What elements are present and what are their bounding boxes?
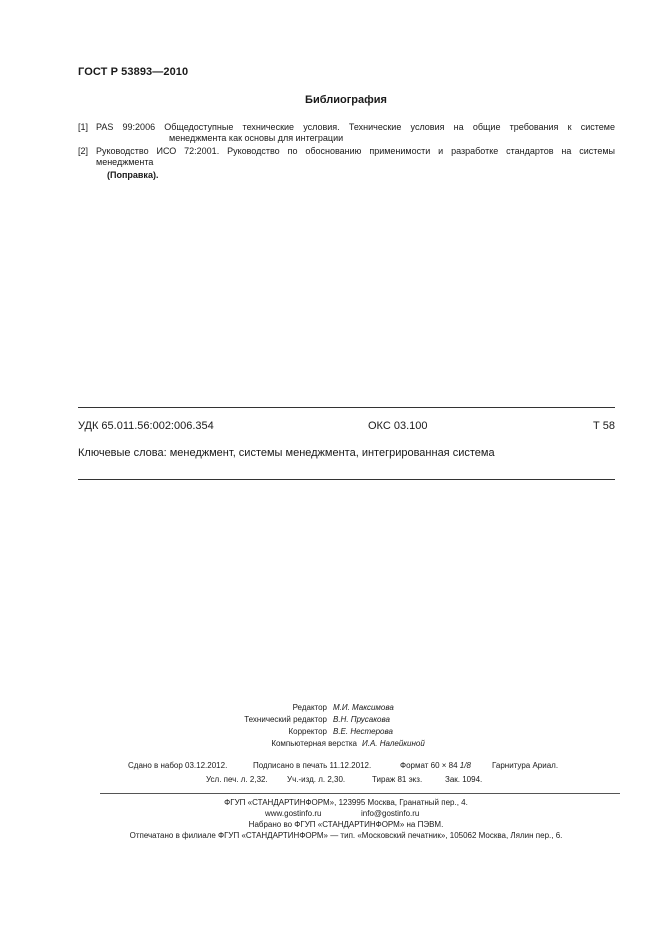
udk-code: УДК 65.011.56:002:006.354 bbox=[78, 420, 214, 432]
editor-name: М.И. Максимова bbox=[333, 703, 394, 712]
entry-line: менеджмента bbox=[96, 157, 154, 167]
bibliography-entry bbox=[78, 122, 615, 144]
divider bbox=[78, 407, 615, 408]
publisher-address: ФГУП «СТАНДАРТИНФОРМ», 123995 Москва, Гранатный пер., 4. bbox=[224, 798, 468, 807]
amendment-note: (Поправка). bbox=[107, 170, 159, 180]
entry-number: [2] bbox=[78, 146, 89, 156]
publisher-email: info@gostinfo.ru bbox=[361, 809, 420, 818]
editor-role: Корректор bbox=[288, 727, 327, 736]
divider bbox=[78, 479, 615, 480]
t-code: Т 58 bbox=[592, 420, 615, 432]
editor-name: И.А. Налейкиной bbox=[362, 739, 425, 748]
editor-name: В.Е. Нестерова bbox=[333, 727, 393, 736]
editor-role: Редактор bbox=[292, 703, 327, 712]
bibliography-title: Библиография bbox=[305, 94, 387, 106]
editor-name: В.Н. Прусакова bbox=[333, 715, 390, 724]
publisher-site: www.gostinfo.ru bbox=[265, 809, 322, 818]
print-info: Сдано в набор 03.12.2012. bbox=[128, 761, 228, 770]
print-info: Гарнитура Ариал. bbox=[492, 761, 559, 770]
entry-line: менеджмента как основы для интеграции bbox=[169, 133, 344, 143]
classification-row bbox=[78, 420, 615, 434]
bibliography-entry bbox=[78, 146, 615, 168]
print-info: Тираж 81 экз. bbox=[372, 775, 423, 784]
entry-text bbox=[96, 146, 615, 168]
print-info: Подписано в печать 11.12.2012. bbox=[253, 761, 372, 770]
typeset-note: Набрано во ФГУП «СТАНДАРТИНФОРМ» на ПЭВМ. bbox=[248, 820, 444, 829]
divider bbox=[100, 793, 620, 794]
oks-code: ОКС 03.100 bbox=[368, 420, 428, 432]
print-info: Усл. печ. л. 2,32. bbox=[206, 775, 268, 784]
entry-number: [1] bbox=[78, 122, 89, 132]
editor-role: Технический редактор bbox=[244, 715, 327, 724]
format-fraction: 1/8 bbox=[459, 761, 471, 770]
print-info: Уч.-изд. л. 2,30. bbox=[287, 775, 346, 784]
print-info: Зак. 1094. bbox=[445, 775, 483, 784]
entry-line: PAS 99:2006 Общедоступные технические условия. Технические условия на общие требования к системе bbox=[96, 122, 615, 132]
editor-role: Компьютерная верстка bbox=[271, 739, 357, 748]
entry-text bbox=[96, 122, 615, 144]
print-info: Формат 60 × 84 1/8 bbox=[400, 761, 471, 770]
printed-note: Отпечатано в филиале ФГУП «СТАНДАРТИНФОРМ» — тип. «Московский печатник», 105062 Москва, Лялин пер., 6. bbox=[129, 831, 563, 840]
standard-code: ГОСТ Р 53893—2010 bbox=[78, 66, 189, 78]
entry-line: Руководство ИСО 72:2001. Руководство по обоснованию применимости и разработке стандартов на системы bbox=[96, 146, 615, 156]
keywords: Ключевые слова: менеджмент, системы менеджмента, интегрированная система bbox=[78, 447, 495, 459]
